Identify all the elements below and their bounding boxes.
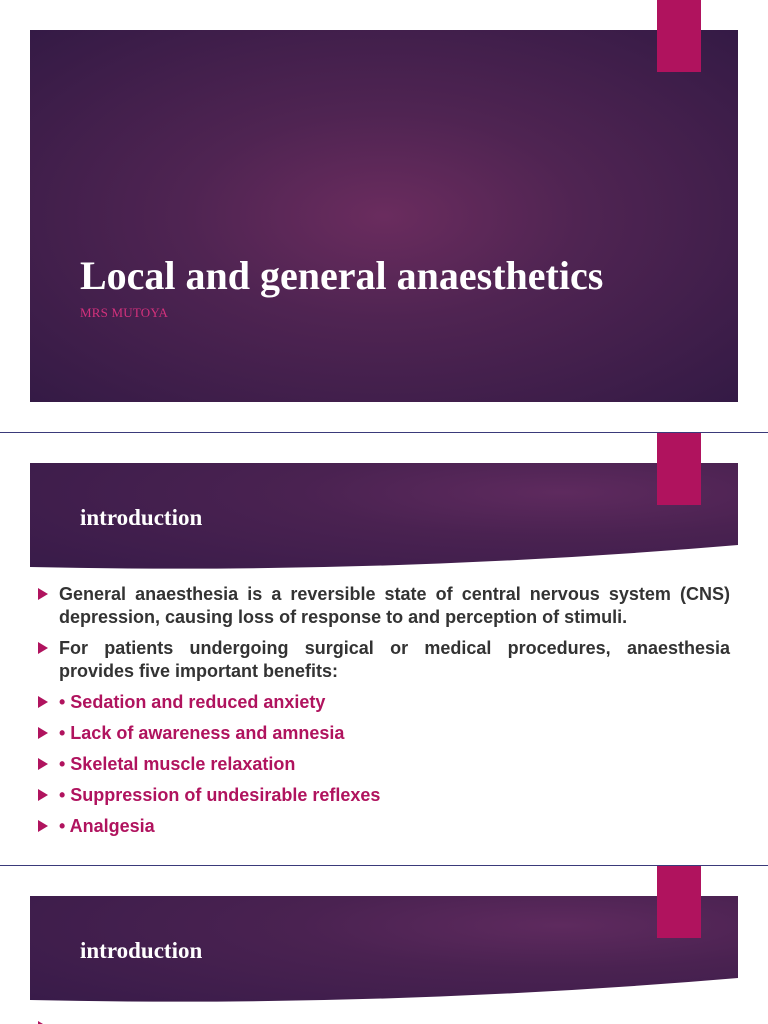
presenter-name: MRS MUTOYA <box>80 305 169 320</box>
bullet-arrow-icon <box>38 789 48 801</box>
list-item: • Skeletal muscle relaxation <box>38 753 730 776</box>
bullet-list <box>38 583 730 846</box>
list-item: • Suppression of undesirable reflexes <box>38 784 730 807</box>
accent-tab <box>657 866 701 938</box>
banner-curve <box>30 974 738 1014</box>
introduction-slide-2 <box>0 866 768 1024</box>
bullet-arrow-icon <box>38 642 48 654</box>
accent-tab <box>657 433 701 505</box>
bullet-arrow-icon <box>38 758 48 770</box>
list-item: • Analgesia <box>38 815 730 838</box>
list-item: General anaesthesia is a reversible state of central nervous system (CNS) depression, causing loss of response to and perception of stimuli. <box>38 583 730 629</box>
bullet-arrow-icon <box>38 588 48 600</box>
title-banner <box>30 30 738 402</box>
bullet-arrow-icon <box>38 696 48 708</box>
accent-tab <box>657 0 701 72</box>
list-item: • Lack of awareness and amnesia <box>38 722 730 745</box>
bullet-arrow-icon <box>38 727 48 739</box>
slide-heading: introduction <box>80 505 203 530</box>
list-item: • Sedation and reduced anxiety <box>38 691 730 714</box>
bullet-arrow-icon <box>38 820 48 832</box>
introduction-slide <box>0 433 768 865</box>
presentation-title: Local and general anaesthetics <box>80 253 604 298</box>
banner-curve <box>30 541 738 581</box>
title-slide <box>0 0 768 432</box>
slide-heading: introduction <box>80 938 203 963</box>
list-item: For patients undergoing surgical or medical procedures, anaesthesia provides five important benefits: <box>38 637 730 683</box>
